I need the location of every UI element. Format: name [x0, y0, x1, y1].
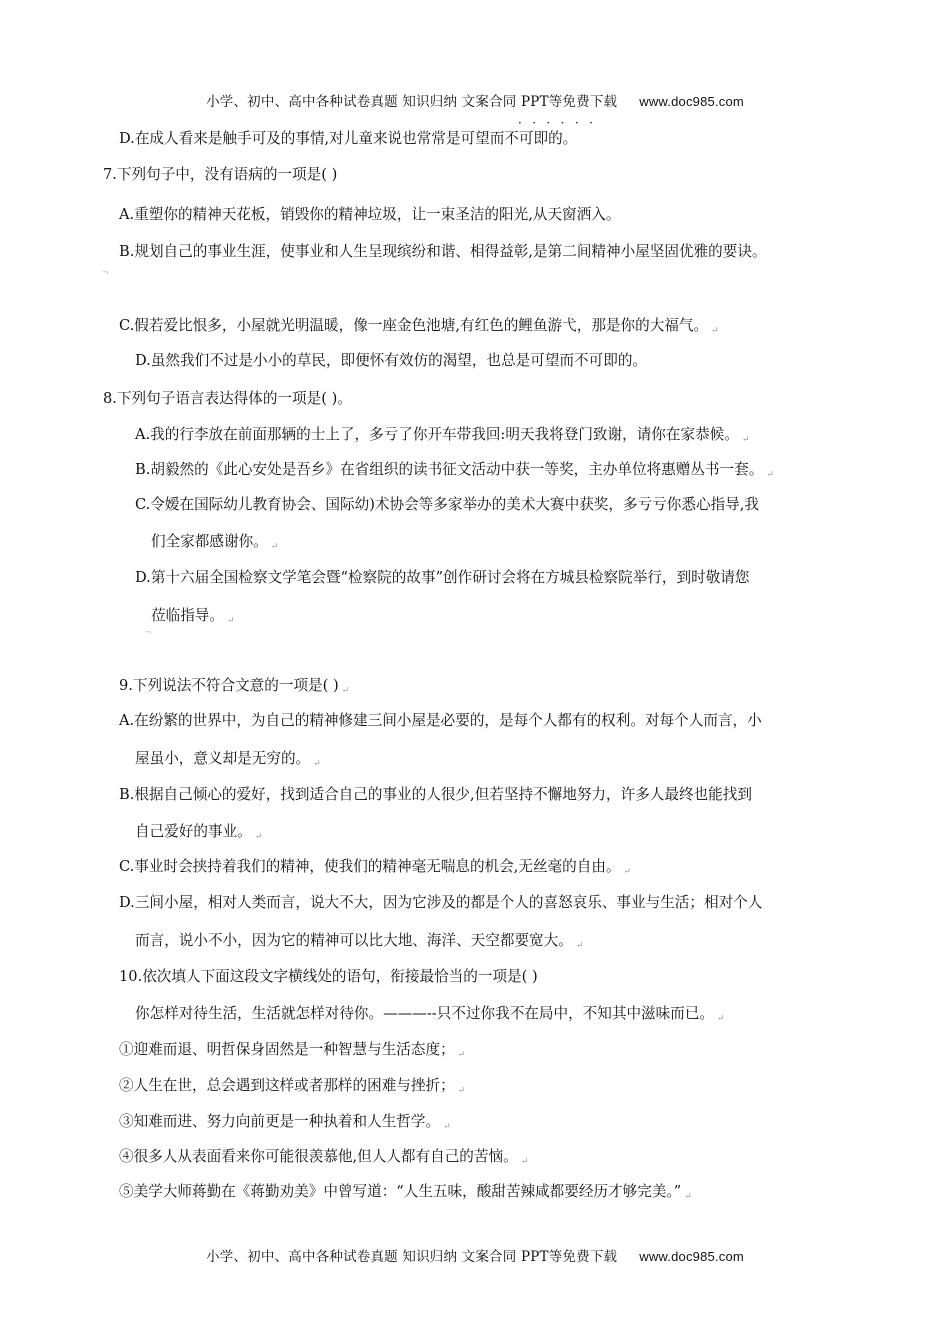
paragraph-mark-icon: ↵	[313, 759, 321, 769]
paragraph-mark-icon: ↵	[741, 435, 750, 445]
q10-item-4-text: ④很多人从表面看来你可能很羡慕他,但人人都有自己的苦恼。	[119, 1148, 518, 1165]
paragraph-mark-icon: ↵	[711, 326, 719, 336]
q7-option-c-text: C.假若爱比恨多，小屋就光明温暖，像一座金色池塘,有红色的鲤鱼游弋，那是你的大福气。	[119, 317, 709, 334]
q6-option-d: D.在成人看来是触手可及的事情,对儿童来说也常常是可望而不可即的。	[119, 130, 578, 147]
footer-site-link[interactable]: www.doc985.com	[639, 1249, 744, 1264]
paragraph-mark-icon: ↵	[457, 1086, 466, 1096]
paragraph-mark-icon: ↵	[254, 832, 263, 842]
q7-stem: 7.下列句子中，没有语病的一项是( )	[103, 166, 338, 183]
q9-option-d-line2-text: 而言，说小不小，因为它的精神可以比大地、海洋、天空都要宽大。	[135, 932, 573, 949]
q10-item-2	[119, 1076, 465, 1098]
q9-option-c-text: C.事业时会挟持着我们的精神，使我们的精神毫无喘息的机会,无丝毫的自由。	[119, 858, 621, 875]
q7-option-a: A.重塑你的精神天花板，销毁你的精神垃圾，让一束圣洁的阳光,从天窗洒入。	[119, 206, 621, 223]
paragraph-mark-icon: ↵	[443, 1122, 451, 1132]
q8-option-a	[135, 425, 749, 447]
paragraph-mark-icon: ↵	[684, 1192, 692, 1202]
paragraph-mark-icon: ↵	[226, 616, 235, 626]
emphasis-dots: ······	[518, 116, 604, 130]
q9-stem	[119, 676, 349, 698]
paragraph-mark-icon: ↵	[270, 542, 279, 552]
q10-item-5	[119, 1182, 692, 1204]
page-header	[0, 90, 950, 110]
q10-stem: 10.依次填人下面这段文字横线处的语句，衔接最恰当的一项是( )	[119, 968, 538, 985]
q9-option-a-line1: A.在纷繁的世界中，为自己的精神修建三间小屋是必要的，是每个人都有的权利。对每个人而言，小	[119, 712, 762, 729]
q8-option-d-line1: D.第十六届全国检察文学笔会暨“检察院的故事”创作研讨会将在方城县检察院举行，到时敬请您	[135, 569, 750, 586]
q10-item-3	[119, 1112, 451, 1134]
footer-tagline: 小学、初中、高中各种试卷真题 知识归纳 文案合同 PPT等免费下载	[206, 1249, 618, 1265]
q9-stem-text: 9.下列说法不符合文意的一项是( )	[119, 677, 339, 694]
q10-item-2-text: ②人生在世，总会遇到这样或者那样的困难与挫折；	[119, 1077, 455, 1094]
q9-option-d-line1: D.三间小屋，相对人类而言，说大不大，因为它涉及的都是个人的喜怒哀乐、事业与生活；相对个人	[119, 894, 763, 911]
q8-stem: 8.下列句子语言表达得体的一项是( )。	[103, 390, 352, 407]
q10-item-4	[119, 1147, 528, 1169]
q9-option-b-line2-text: 自己爱好的事业。	[135, 823, 252, 840]
q10-item-1	[119, 1040, 465, 1062]
q10-item-3-text: ③知难而进、努力向前更是一种执着和人生哲学。	[119, 1113, 441, 1130]
q9-option-d-line2	[135, 931, 583, 953]
q8-option-c-line1: C.令嫒在国际幼儿教育协会、国际幼)术协会等多家举办的美术大赛中获奖，多亏亏你悉心指导,我	[135, 496, 759, 513]
paragraph-mark-icon: ↵	[766, 470, 774, 480]
paragraph-mark-icon: ↵	[520, 1157, 529, 1167]
q9-option-c	[119, 857, 631, 879]
q9-option-b-line1: B.根据自己倾心的爱好，找到适合自己的事业的人很少,但若坚持不懈地努力，许多人最终也能找到	[119, 786, 752, 803]
q8-option-c-line2-text: 们全家都感谢你。	[151, 533, 268, 550]
paragraph-mark-icon: ↵	[623, 867, 632, 877]
q7-option-b: B.规划自己的事业生涯，使事业和人生呈现缤纷和谐、相得益彰,是第二间精神小屋坚固优雅的要诀。	[119, 243, 767, 260]
q9-option-a-line2	[135, 749, 321, 771]
q8-option-d-line2-text: 莅临指导。	[151, 607, 224, 624]
q8-option-d-line2	[151, 606, 235, 628]
q10-passage-text: 你怎样对待生活，生活就怎样对待你。———--只不过你我不在局中，不知其中滋味而已。	[135, 1005, 715, 1022]
q8-option-c-line2	[151, 532, 278, 554]
header-site-link[interactable]: www.doc985.com	[639, 94, 744, 109]
header-tagline: 小学、初中、高中各种试卷真题 知识归纳 文案合同 PPT等免费下载	[206, 94, 618, 110]
q8-option-a-text: A.我的行李放在前面那辆的士上了，多亏了你开车带我回:明天我将登门致谢，请你在家恭候。	[135, 426, 739, 443]
q7-option-d: D.虽然我们不过是小小的草民，即便怀有效仿的渴望，也总是可望而不可即的。	[135, 352, 648, 369]
q9-option-a-line2-text: 屋虽小，意义却是无穷的。	[135, 750, 311, 767]
q9-option-b-line2	[135, 822, 262, 844]
q7-option-c	[119, 316, 719, 338]
q10-passage	[135, 1004, 725, 1026]
q8-option-b-text: B.胡毅然的《此心安处是吾乡》在省组织的读书征文活动中获一等奖，主办单位将惠赠丛书一套。	[135, 461, 764, 478]
stray-mark: ¬	[145, 628, 152, 637]
q10-item-5-text: ⑤美学大师蒋勤在《蒋勤劝美》中曾写道：“人生五味，酸甜苦辣咸都要经历才够完美。”	[119, 1183, 682, 1200]
q8-option-b	[135, 460, 774, 482]
stray-mark: ¬	[102, 268, 109, 277]
q10-item-1-text: ①迎难而退、明哲保身固然是一种智慧与生活态度；	[119, 1041, 455, 1058]
paragraph-mark-icon: ↵	[457, 1050, 466, 1060]
page-footer	[0, 1245, 950, 1265]
paragraph-mark-icon: ↵	[717, 1014, 725, 1024]
paragraph-mark-icon: ↵	[575, 941, 584, 951]
paragraph-mark-icon: ↵	[341, 686, 350, 696]
